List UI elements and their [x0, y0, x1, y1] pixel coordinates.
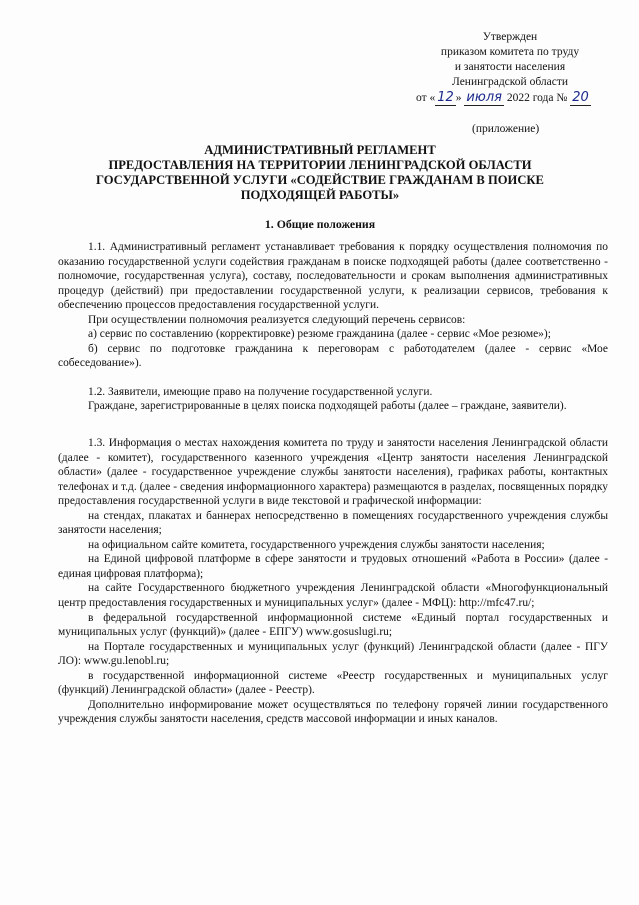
handwritten-month: июля	[466, 90, 502, 105]
paragraph-1-3: 1.3. Информация о местах нахождения комитета по труду и занятости населения Ленинградской области (далее - комитет), государственного казенного учреждения «Центр занятости населения Ленинградской области» (далее - государственное учреждение службы занятости населения), графиках работы, контактных телефонах и т.д. (далее - сведения информационного характера) размещаются в разделах, посвященных порядку предоставления государственной услуги в виде текстовой и графической информации:	[58, 437, 608, 508]
section-heading: 1. Общие положения	[264, 217, 376, 231]
paragraph-digital-platform: на Единой цифровой платформе в сфере занятости и трудовых отношений «Работа в России» (далее - единая цифровая платформа);	[58, 553, 608, 580]
handwritten-order-number: 20	[572, 90, 589, 105]
approval-line-4: Ленинградской области	[451, 76, 569, 88]
paragraph-services-intro: При осуществлении полномочия реализуется следующий перечень сервисов:	[88, 313, 466, 326]
title-line-4: ПОДХОДЯЩЕЙ РАБОТЫ»	[240, 188, 400, 202]
paragraph-pgu-lo: на Портале государственных и муниципальных услуг (функций) Ленинградской области (далее - ПГУ ЛО): www.gu.lenobl.ru;	[58, 640, 608, 668]
appendix-label: (приложение)	[472, 123, 540, 135]
approval-line-2: приказом комитета по труду	[440, 46, 580, 58]
approval-date-line	[400, 90, 620, 106]
date-close-quote: »	[455, 92, 462, 104]
document-body	[58, 240, 608, 727]
paragraph-service-a: а) сервис по составлению (корректировке) резюме гражданина (далее - сервис «Мое резюме»);	[88, 328, 551, 341]
paragraph-1-2: 1.2. Заявители, имеющие право на получение государственной услуги.	[88, 385, 433, 398]
paragraph-official-site: на официальном сайте комитета, государственного учреждения службы занятости населения;	[88, 538, 545, 551]
title-line-2: ПРЕДОСТАВЛЕНИЯ НА ТЕРРИТОРИИ ЛЕНИНГРАДСКОЙ ОБЛАСТИ	[108, 158, 532, 172]
year-text: 2022 года №	[506, 92, 568, 104]
document-title	[60, 143, 580, 203]
paragraph-registry: в государственной информационной системе «Реестр государственных и муниципальных услуг (функций) Ленинградской области» (далее - Реестр).	[58, 669, 608, 697]
paragraph-mfc: на сайте Государственного бюджетного учреждения Ленинградской области «Многофункциональный центр предоставления государственных и муниципальных услуг» (далее - МФЦ): http://mfc47.ru/;	[58, 582, 608, 610]
paragraph-additional-info: Дополнительно информирование может осуществляться по телефону горячей линии государственного учреждения службы занятости населения, средств массовой информации и иных каналов.	[58, 698, 608, 726]
paragraph-1-1: 1.1. Административный регламент устанавливает требования к порядку осуществления полномочия по оказанию государственной услуги содействия гражданам в поиске подходящей работы (далее соответственно - полномочие, государственная услуга), составу, последовательности и срокам выполнения административных процедур (действий) при предоставлении государственной услуги, к реализации сервисов, требования к обеспечению процессов предоставления государственной услуги.	[58, 241, 608, 312]
approval-block	[400, 30, 620, 106]
title-line-1: АДМИНИСТРАТИВНЫЙ РЕГЛАМЕНТ	[204, 143, 436, 157]
approval-line-3: и занятости населения	[454, 61, 566, 73]
approval-line-1: Утвержден	[482, 31, 538, 43]
paragraph-epgu: в федеральной государственной информационной системе «Единый портал государственных и муниципальных услуг (функций)» (далее - ЕПГУ) www.gosuslugi.ru;	[58, 611, 608, 639]
handwritten-day: 12	[437, 90, 454, 105]
paragraph-applicants: Граждане, зарегистрированные в целях поиска подходящей работы (далее – граждане, заявители).	[88, 400, 567, 413]
paragraph-stands: на стендах, плакатах и баннерах непосредственно в помещениях государственного учреждения службы занятости населения;	[58, 509, 608, 537]
date-prefix: от «	[416, 92, 436, 104]
title-line-3: ГОСУДАРСТВЕННОЙ УСЛУГИ «СОДЕЙСТВИЕ ГРАЖДАНАМ В ПОИСКЕ	[96, 173, 544, 187]
paragraph-service-b: б) сервис по подготовке гражданина к переговорам с работодателем (далее - сервис «Мое собеседование»).	[58, 342, 608, 370]
